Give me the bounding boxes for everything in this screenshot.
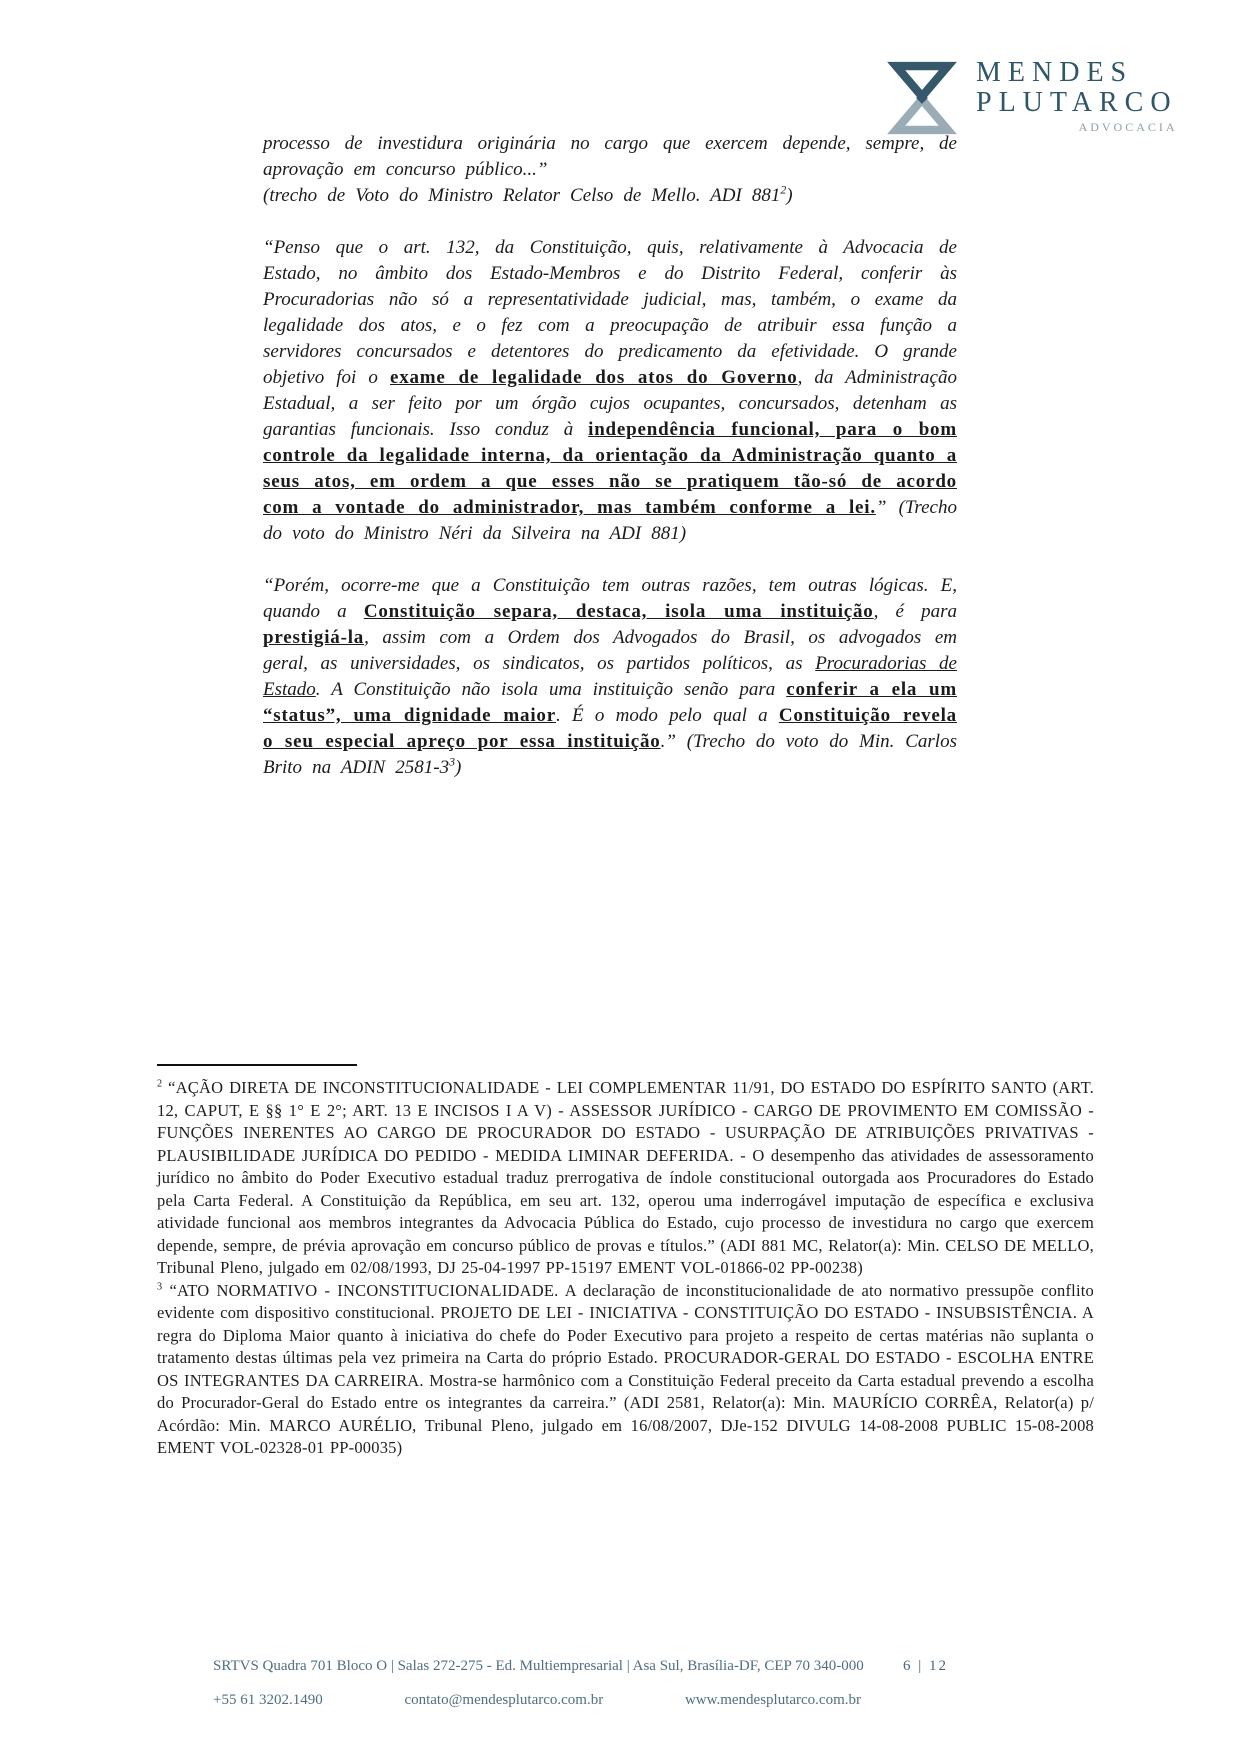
footer-email: contato@mendesplutarco.com.br <box>404 1692 604 1708</box>
footnotes-section <box>157 1064 1094 1460</box>
footer-contact-row <box>213 1692 861 1709</box>
footnote-ref: 3 <box>157 1281 163 1292</box>
quote-paragraph-celso-mello <box>263 131 957 209</box>
emphasized-text: prestigiá-la <box>263 627 365 648</box>
firm-tagline: ADVOCACIA <box>1078 120 1178 134</box>
emphasized-text: conferir a ela um “status”, uma dignidade maior <box>263 679 957 726</box>
text-run: . É o modo pelo qual a <box>555 705 779 726</box>
footnote-ref: 3 <box>449 755 455 769</box>
quote-paragraph-carlos-brito <box>263 573 957 781</box>
footer-website: www.mendesplutarco.com.br <box>684 1692 861 1708</box>
page-number: 6 | 12 <box>902 1658 948 1674</box>
emphasized-text: Constituição separa, destaca, isola uma instituição <box>363 601 874 622</box>
text-run: , da Administração Estadual, a ser feito por um órgão cujos ocupantes, concursados, detenham as garantias funcionais. Isso conduz à <box>263 367 957 440</box>
text-run: .” (Trecho do voto do Min. Carlos Brito na ADIN 2581-3 <box>263 731 957 778</box>
text-run: “ATO NORMATIVO - INCONSTITUCIONALIDADE. A declaração de inconstitucionalidade de ato normativo pressupõe conflito evidente com dispositivo constitucional. PROJETO DE LEI - INICIATIVA - CONSTITUIÇÃO DO ESTADO - INSUBSISTÊNCIA. A regra do Diploma Maior quanto à iniciativa do chefe do Poder Executivo para projeto a respeito de certas matérias não suplanta o tratamento destas últimas pela vez primeira na Carta do próprio Estado. PROCURADOR-GERAL DO ESTADO - ESCOLHA ENTRE OS INTEGRANTES DA CARREIRA. Mostra-se harmônico com a Constituição Federal preceito da Carta estadual prevendo a escolha do Procurador-Geral do Estado entre os integrantes da carreira.” (ADI 2581, Relator(a): Min. MAURÍCIO CORRÊA, Relator(a) p/ Acórdão: Min. MARCO AURÉLIO, Tribunal Pleno, julgado em 16/08/2007, DJe-152 DIVULG 14-08-2008 PUBLIC 15-08-2008 EMENT VOL-02328-01 PP-00035) <box>157 1280 1094 1457</box>
footnote-ref: 2 <box>157 1078 163 1090</box>
text-run: ” (Trecho do voto do Ministro Néri da Silveira na ADI 881) <box>263 497 957 544</box>
firm-logo-icon <box>884 58 960 138</box>
footnote-3 <box>157 1280 1094 1460</box>
document-body <box>263 131 957 807</box>
text-run: , é para <box>873 601 958 622</box>
text-run: ) <box>786 185 793 206</box>
text-run: “Penso que o art. 132, da Constituição, quis, relativamente à Advocacia de Estado, no âmbito dos Estado-Membros e do Distrito Federal, conferir às Procuradorias não só a representatividade judicial, mas, também, o exame da legalidade dos atos, e o fez com a preocupação de atribuir essa função a servidores concursados e detentores do predicamento da efetividade. O grande objetivo foi o <box>263 237 957 388</box>
footer-address-row <box>213 1658 948 1675</box>
footnote-ref: 2 <box>780 183 787 197</box>
text-run: . A Constituição não isola uma instituição senão para <box>315 679 787 700</box>
firm-name-line1: MENDES <box>976 57 1134 88</box>
text-run: “Porém, ocorre-me que a Constituição tem outras razões, tem outras lógicas. E, quando a <box>263 575 957 622</box>
footer-phone: +55 61 3202.1490 <box>213 1692 323 1708</box>
text-run: Procuradorias de Estado <box>263 653 957 700</box>
page-footer <box>213 1658 948 1709</box>
footnote-2 <box>157 1077 1094 1280</box>
footnote-divider <box>157 1064 357 1066</box>
emphasized-text: Constituição revela o seu especial apreço por essa instituição <box>263 705 957 752</box>
text-run: processo de investidura originária no cargo que exercem depende, sempre, de aprovação em concurso público...” <box>263 133 957 180</box>
firm-name-line2: PLUTARCO <box>976 87 1178 118</box>
text-run: (trecho de Voto do Ministro Relator Celso de Mello. ADI 881 <box>263 185 781 206</box>
firm-logo <box>884 58 1178 138</box>
footer-address: SRTVS Quadra 701 Bloco O | Salas 272-275 - Ed. Multiempresarial | Asa Sul, Brasília-DF, CEP 70 340-000 <box>213 1658 864 1674</box>
emphasized-text: independência funcional, para o bom controle da legalidade interna, da orientação da Administração quanto a seus atos, em ordem a que esses não se pratiquem tão-só de acordo com a vontade do administrador, mas também conforme a lei. <box>263 419 957 518</box>
quote-paragraph-neri-silveira <box>263 235 957 547</box>
firm-logo-text <box>976 58 1178 135</box>
emphasized-text: exame de legalidade dos atos do Governo <box>389 367 798 388</box>
text-run: , assim com a Ordem dos Advogados do Brasil, os advogados em geral, as universidades, os sindicatos, os partidos políticos, as <box>263 627 957 674</box>
text-run: “AÇÃO DIRETA DE INCONSTITUCIONALIDADE - LEI COMPLEMENTAR 11/91, DO ESTADO DO ESPÍRITO SANTO (ART. 12, CAPUT, E §§ 1° E 2°; ART. 13 E INCISOS I A V) - ASSESSOR JURÍDICO - CARGO DE PROVIMENTO EM COMISSÃO - FUNÇÕES INERENTES AO CARGO DE PROCURADOR DO ESTADO - USURPAÇÃO DE ATRIBUIÇÕES PRIVATIVAS - PLAUSIBILIDADE JURÍDICA DO PEDIDO - MEDIDA LIMINAR DEFERIDA. - O desempenho das atividades de assessoramento jurídico no âmbito do Poder Executivo estadual traduz prerrogativa de índole constitucional outorgada aos Procuradores do Estado pela Carta Federal. A Constituição da República, em seu art. 132, operou uma inderrogável imputação de específica e exclusiva atividade funcional aos membros integrantes da Advocacia Pública do Estado, cujo processo de investidura no cargo que exercem depende, sempre, de prévia aprovação em concurso público de provas e títulos.” (ADI 881 MC, Relator(a): Min. CELSO DE MELLO, Tribunal Pleno, julgado em 02/08/1993, DJ 25-04-1997 PP-15197 EMENT VOL-01866-02 PP-00238) <box>157 1078 1094 1277</box>
text-run: ) <box>454 757 462 778</box>
